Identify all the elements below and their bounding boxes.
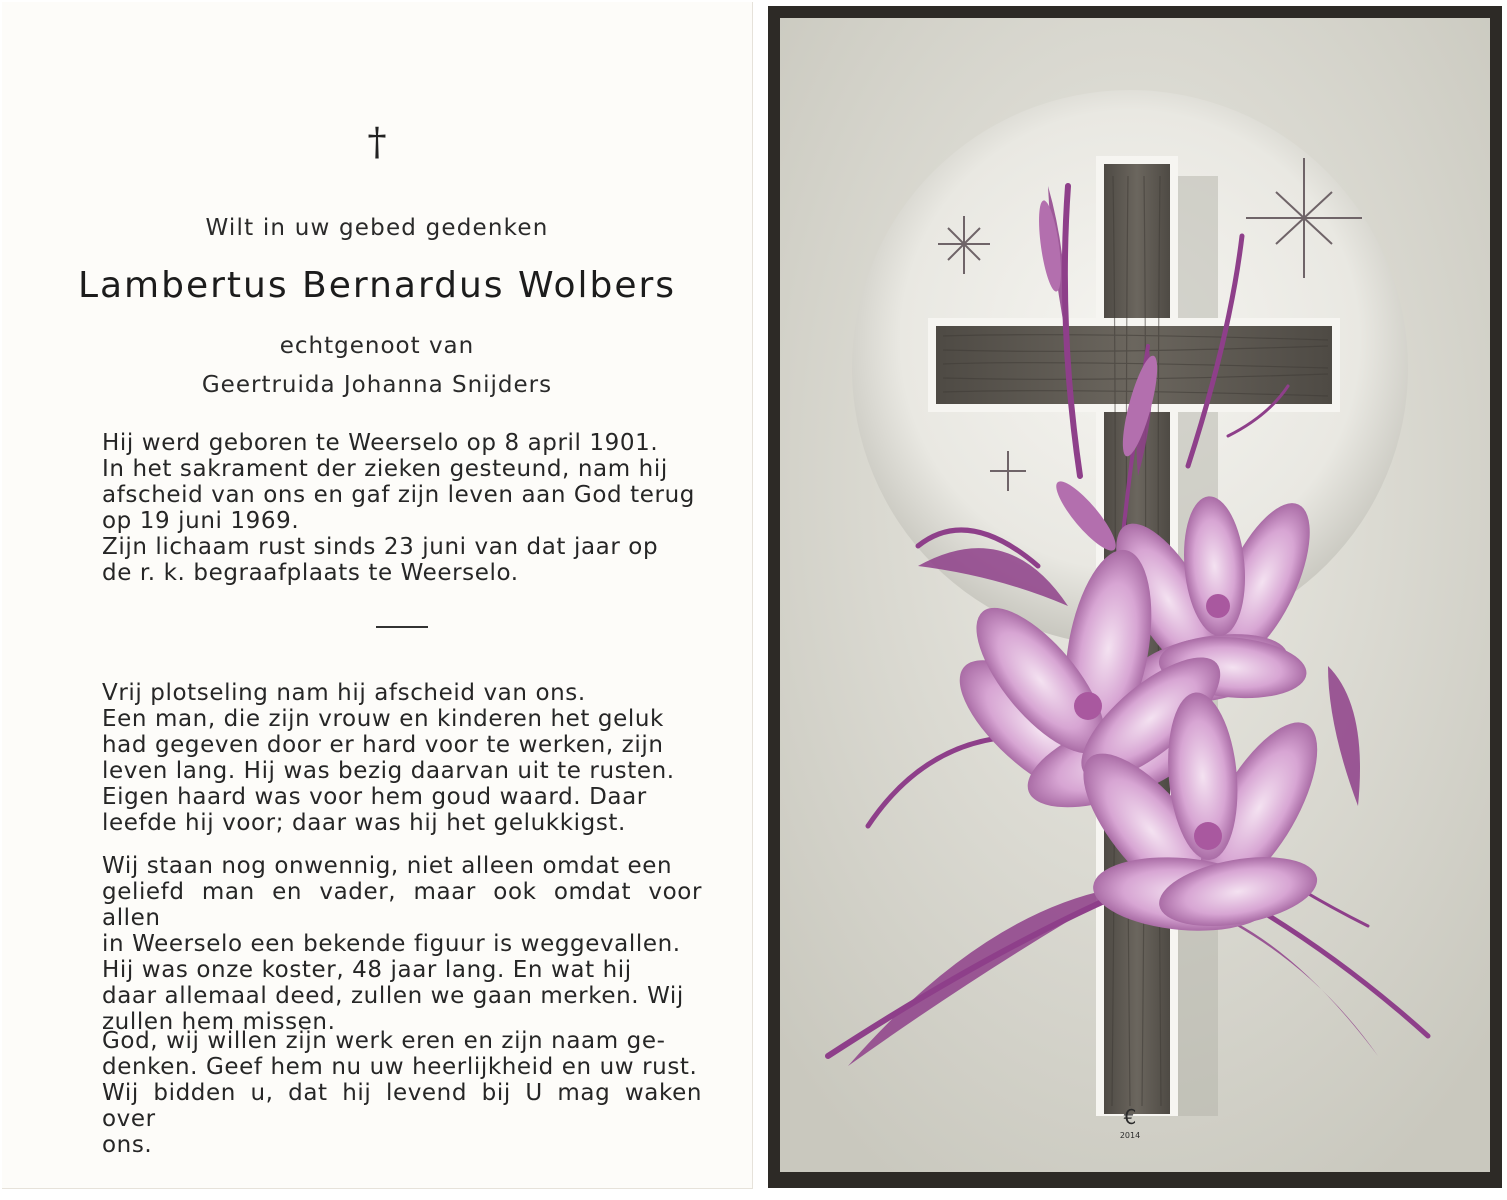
bio-line: Hij werd geboren te Weerselo op 8 april 1901. xyxy=(102,430,659,456)
tribute-line: had gegeven door er hard voor te werken, zijn xyxy=(102,732,664,758)
bio-line: Zijn lichaam rust sinds 23 juni van dat jaar op xyxy=(102,534,659,560)
memorial-card-text xyxy=(2,2,753,1189)
biography-paragraph xyxy=(102,430,702,586)
tribute-paragraph-1 xyxy=(102,680,702,836)
bio-line: In het sakrament der zieken gesteund, nam hij xyxy=(102,456,668,482)
tribute-line: Een man, die zijn vrouw en kinderen het geluk xyxy=(102,706,664,732)
section-divider xyxy=(376,626,428,628)
tribute-line: leefde hij voor; daar was hij het gelukkigst. xyxy=(102,810,626,836)
bio-line: afscheid van ons en gaf zijn leven aan God terug xyxy=(102,482,695,508)
tribute-line: daar allemaal deed, zullen we gaan merken. Wij xyxy=(102,983,684,1009)
intro-text: Wilt in uw gebed gedenken xyxy=(205,215,549,241)
tribute-line: in Weerselo een bekende figuur is weggevallen. xyxy=(102,931,681,957)
cross-symbol: † xyxy=(367,120,387,164)
prayer-line: Wij bidden u, dat hij levend bij U mag waken over xyxy=(102,1080,702,1132)
memorial-card-illustration xyxy=(768,6,1502,1188)
spouse-name: Geertruida Johanna Snijders xyxy=(201,372,553,398)
tribute-line: Hij was onze koster, 48 jaar lang. En wat hij xyxy=(102,957,632,983)
tribute-line: Wij staan nog onwennig, niet alleen omdat een xyxy=(102,853,673,879)
prayer-paragraph xyxy=(102,1028,702,1158)
prayer-line: denken. Geef hem nu uw heerlijkheid en uw rust. xyxy=(102,1054,698,1080)
tribute-paragraph-2 xyxy=(102,853,702,1035)
tribute-line: geliefd man en vader, maar ook omdat voor allen xyxy=(102,879,702,931)
tribute-line: zullen hem missen. xyxy=(102,1009,336,1035)
spouse-label: echtgenoot van xyxy=(279,333,475,359)
print-number: 2014 xyxy=(1119,1131,1141,1140)
bio-line: op 19 juni 1969. xyxy=(102,508,300,534)
tribute-line: Vrij plotseling nam hij afscheid van ons. xyxy=(102,680,586,706)
cross-with-lilies-illustration xyxy=(768,6,1502,1188)
tribute-line: leven lang. Hij was bezig daarvan uit te rusten. xyxy=(102,758,675,784)
tribute-line: Eigen haard was voor hem goud waard. Daar xyxy=(102,784,647,810)
bio-line: de r. k. begraafplaats te Weerselo. xyxy=(102,560,519,586)
deceased-name: Lambertus Bernardus Wolbers xyxy=(77,265,677,306)
prayer-line: ons. xyxy=(102,1132,153,1158)
prayer-line: God, wij willen zijn werk eren en zijn naam ge- xyxy=(102,1028,666,1054)
publisher-mark: € xyxy=(1123,1105,1137,1129)
